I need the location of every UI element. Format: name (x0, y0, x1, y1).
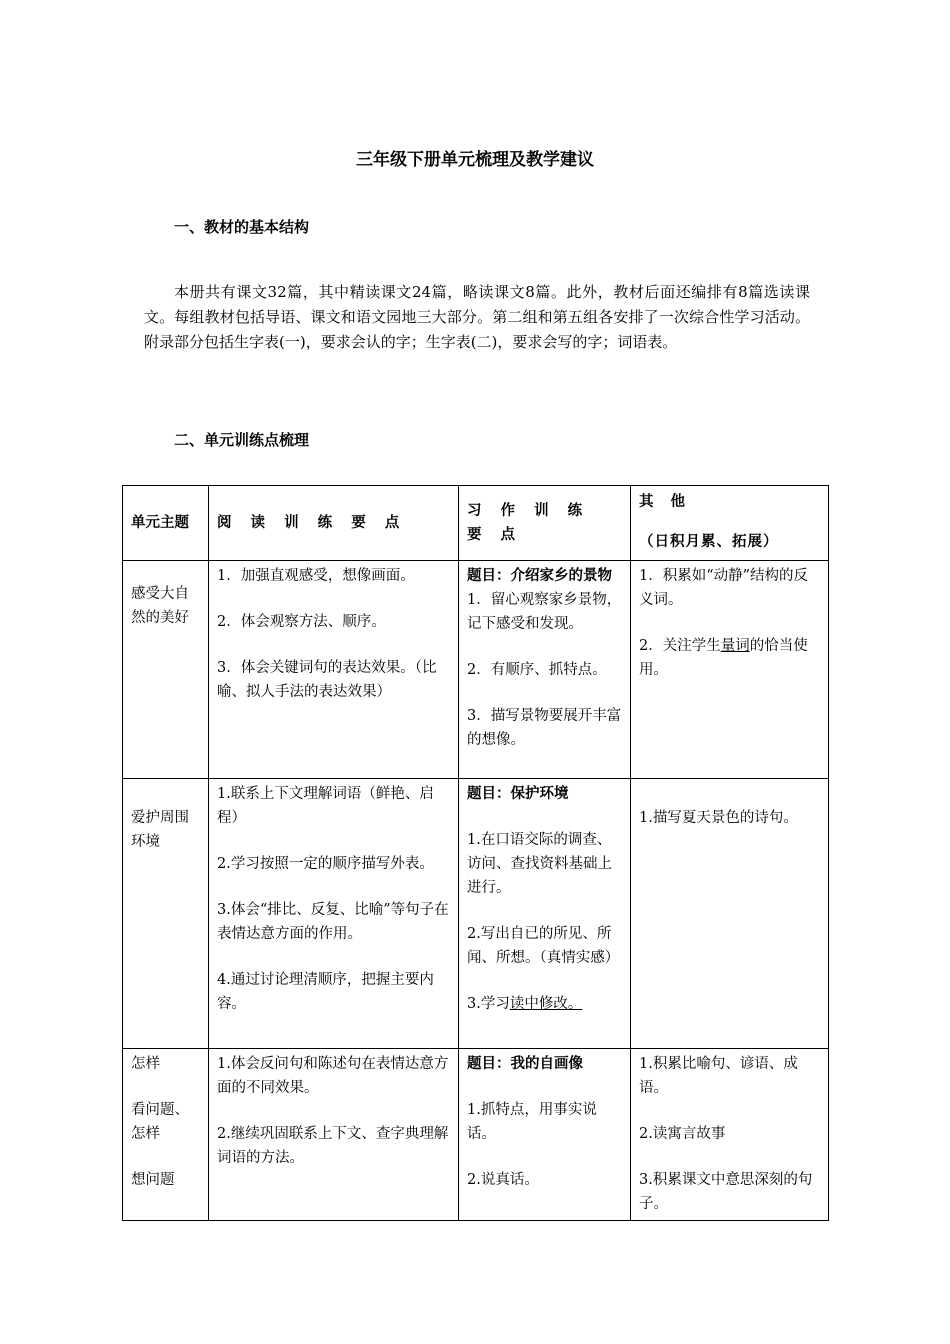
writing-topic: 题目：我的自画像 (467, 1056, 583, 1072)
writing-point: 1.抓特点，用事实说话。 (467, 1102, 597, 1142)
writing-points (459, 1049, 631, 1221)
other-point (639, 634, 820, 682)
unit-theme (123, 561, 209, 779)
writing-point: 2．有顺序、抓特点。 (467, 662, 607, 678)
other-point-text: 的恰当使用。 (639, 638, 808, 678)
table-row (123, 1049, 829, 1221)
reading-point: 2.学习按照一定的顺序描写外表。 (217, 856, 434, 872)
writing-point: 2.说真话。 (467, 1172, 539, 1188)
theme-line: 想问题 (131, 1172, 175, 1188)
header-reading: 阅 读 训 练 要 点 (209, 486, 459, 561)
other-points (631, 561, 829, 779)
section-heading-units: 二、单元训练点梳理 (174, 431, 310, 449)
reading-points (209, 561, 459, 779)
writing-points (459, 561, 631, 779)
writing-topic: 题目：介绍家乡的景物 (467, 568, 612, 584)
header-other (631, 486, 829, 561)
other-points (631, 779, 829, 1049)
writing-topic: 题目：保护环境 (467, 786, 569, 802)
other-point: 1.描写夏天景色的诗句。 (639, 810, 798, 826)
reading-point: 3．体会关键词句的表达效果。（比喻、拟人手法的表达效果） (217, 660, 437, 700)
writing-point (467, 564, 622, 636)
section-heading-structure: 一、教材的基本结构 (174, 218, 310, 236)
unit-theme (123, 779, 209, 1049)
header-theme: 单元主题 (123, 486, 209, 561)
theme-line: 感受大自然的美好 (131, 586, 189, 626)
other-point-underlined: 量词 (720, 638, 750, 654)
reading-point: 3.体会“排比、反复、比喻”等句子在表情达意方面的作用。 (217, 902, 449, 942)
writing-point: 1.在口语交际的调查、访问、查找资料基础上进行。 (467, 832, 612, 896)
writing-point: 2.写出自已的所见、所闻、所想。（真情实感） (467, 926, 620, 966)
header-other-sub: （日积月累、拓展） (639, 534, 779, 550)
other-point: 2.读寓言故事 (639, 1126, 726, 1142)
document-title: 三年级下册单元梳理及教学建议 (356, 150, 594, 170)
writing-point-text: 3.学习 (467, 996, 510, 1012)
writing-point-text: 1．留心观察家乡景物，记下感受和发现。 (467, 592, 622, 632)
writing-point (467, 992, 622, 1016)
other-point: 1.积累比喻句、谚语、成语。 (639, 1056, 798, 1096)
table-row (123, 561, 829, 779)
theme-line: 看问题、怎样 (131, 1102, 189, 1142)
writing-points (459, 779, 631, 1049)
unit-theme (123, 1049, 209, 1221)
theme-line: 怎样 (131, 1056, 160, 1072)
header-other-title: 其 他 (639, 494, 692, 510)
other-points (631, 1049, 829, 1221)
table-header-row (123, 486, 829, 561)
reading-point: 1.体会反问句和陈述句在表情达意方面的不同效果。 (217, 1056, 449, 1096)
reading-point: 2．体会观察方法、顺序。 (217, 614, 386, 630)
unit-table (122, 485, 829, 1221)
reading-points (209, 779, 459, 1049)
reading-point: 2.继续巩固联系上下文、查字典理解词语的方法。 (217, 1126, 449, 1166)
reading-points (209, 1049, 459, 1221)
other-point: 1．积累如“动静”结构的反义词。 (639, 568, 809, 608)
theme-line: 爱护周围环境 (131, 810, 189, 850)
intro-paragraph: 本册共有课文32篇，其中精读课文24篇，略读课文8篇。此外，教材后面还编排有8篇选读课文。每组教材包括导语、课文和语文园地三大部分。第二组和第五组各安排了一次综合性学习活动。附录部分包括生字表(一)，要求会认的字；生字表(二)，要求会写的字；词语表。 (144, 283, 810, 351)
writing-point-underlined: 读中修改。 (509, 996, 583, 1012)
reading-point: 1.联系上下文理解词语（鲜艳、启程） (217, 786, 434, 826)
other-point-text: 2．关注学生 (639, 638, 721, 654)
header-writing: 习 作 训 练 要 点 (459, 486, 631, 561)
table-row (123, 779, 829, 1049)
reading-point: 4.通过讨论理清顺序，把握主要内容。 (217, 972, 434, 1012)
other-point: 3.积累课文中意思深刻的句子。 (639, 1172, 813, 1212)
writing-point: 3．描写景物要展开丰富的想像。 (467, 708, 622, 748)
reading-point: 1．加强直观感受，想像画面。 (217, 568, 415, 584)
